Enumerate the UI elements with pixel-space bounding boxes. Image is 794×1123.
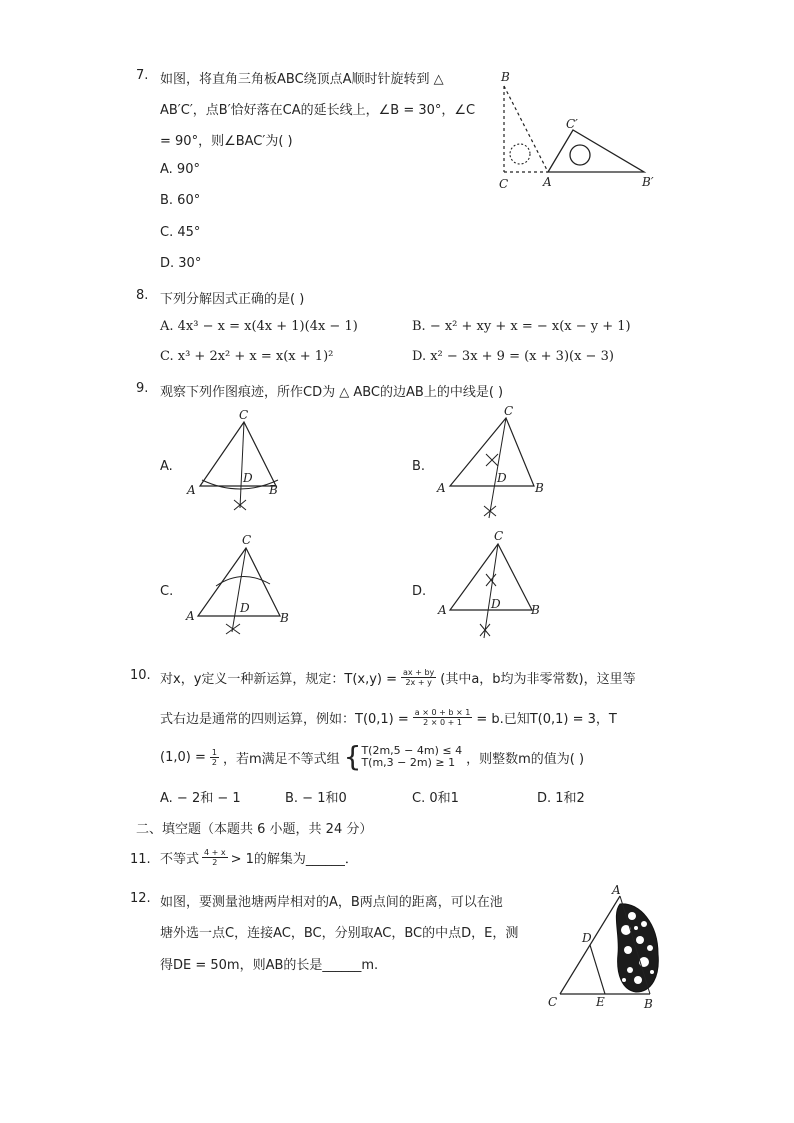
svg-text:E: E xyxy=(596,995,605,1009)
q7-label-B2: B′ xyxy=(642,175,654,189)
svg-text:A: A xyxy=(438,603,447,617)
q8-option-c[interactable]: C. x³ + 2x² + x = x(x + 1)² xyxy=(160,349,334,364)
q8-stem: 下列分解因式正确的是( ) xyxy=(160,292,305,307)
q7-option-b[interactable]: B. 60° xyxy=(160,193,201,208)
svg-text:C: C xyxy=(239,408,249,422)
q10-line3 xyxy=(160,740,585,773)
q8-option-b[interactable]: B. − x² + xy + x = − x(x − y + 1) xyxy=(412,319,631,334)
q10-fraction-3 xyxy=(210,748,219,767)
svg-text:C: C xyxy=(504,404,514,418)
q8-number: 8. xyxy=(136,288,149,303)
svg-text:B: B xyxy=(280,611,289,625)
q9-figure-b xyxy=(436,406,556,522)
q10-line1-b: (其中a，b均为非零常数)，这里等 xyxy=(440,672,636,687)
q10-line1 xyxy=(160,668,636,687)
svg-text:A: A xyxy=(612,883,621,897)
q11-number: 11. xyxy=(130,852,151,867)
q7-stem-line2: AB′C′，点B′恰好落在CA的延长线上，∠B = 30°，∠C xyxy=(160,103,476,118)
q10-line2 xyxy=(160,708,617,727)
q7-label-C2: C′ xyxy=(566,117,578,131)
q12-number: 12. xyxy=(130,891,151,906)
svg-text:A: A xyxy=(437,481,446,495)
q7-stem-line1: 如图，将直角三角板ABC绕顶点A顺时针旋转到 △ xyxy=(160,72,444,87)
svg-text:D: D xyxy=(243,471,253,485)
q7-label-C: C xyxy=(499,177,509,191)
q9-figure-a xyxy=(180,410,290,520)
svg-text:A: A xyxy=(187,483,196,497)
svg-text:D: D xyxy=(240,601,250,615)
svg-text:C: C xyxy=(494,529,504,543)
q9-option-a[interactable]: A. xyxy=(160,459,173,474)
q8-option-d[interactable]: D. x² − 3x + 9 = (x + 3)(x − 3) xyxy=(412,349,614,364)
q10-option-b[interactable]: B. − 1和0 xyxy=(285,791,347,806)
q10-line3-b: ，若m满足不等式组 xyxy=(222,751,340,767)
q12-line2: 塘外选一点C，连接AC，BC，分别取AC，BC的中点D，E，测 xyxy=(160,926,519,941)
q7-dashed-hole xyxy=(510,144,530,164)
q11-fraction xyxy=(202,848,228,867)
q10-option-d[interactable]: D. 1和2 xyxy=(537,791,585,806)
q10-line2-b: = b.已知T(0,1) = 3，T xyxy=(476,712,617,727)
q10-line1-a: 对x，y定义一种新运算，规定：T(x,y) = xyxy=(160,672,398,687)
q7-line-BA xyxy=(504,86,548,172)
q10-frac3-den: 2 xyxy=(211,757,217,767)
q7-option-c[interactable]: C. 45° xyxy=(160,225,201,240)
svg-text:C: C xyxy=(548,995,558,1009)
q10-system-2: T(m,3 − 2m) ≥ 1 xyxy=(361,756,456,769)
q10-option-a[interactable]: A. − 2和 − 1 xyxy=(160,791,241,806)
q10-inequality-system: { T(2m,5 − 4m) ≤ 4 T(m,3 − 2m) ≥ 1 xyxy=(343,740,463,773)
q10-frac2-num: a × 0 + b × 1 xyxy=(414,708,471,717)
svg-text:D: D xyxy=(582,931,592,945)
q10-system-1: T(2m,5 − 4m) ≤ 4 xyxy=(361,744,463,757)
q11-frac-den: 2 xyxy=(212,858,218,867)
q10-frac3-num: 1 xyxy=(211,747,217,757)
section2-title: 二、填空题（本题共 6 小题，共 24 分） xyxy=(136,822,373,837)
q12-figure xyxy=(540,884,670,1014)
svg-text:D: D xyxy=(497,471,507,485)
q7-number: 7. xyxy=(136,68,149,83)
q10-frac2-den: 2 × 0 + 1 xyxy=(423,718,462,727)
q7-triangle-AB2C2 xyxy=(548,130,644,172)
q10-frac1-num: ax + by xyxy=(403,668,435,677)
q11-text-a: 不等式 xyxy=(160,852,200,867)
q11-stem xyxy=(160,848,358,867)
q9-number: 9. xyxy=(136,381,149,396)
q7-solid-hole xyxy=(570,145,590,165)
q12-line3: 得DE = 50m，则AB的长是______m. xyxy=(160,958,379,973)
q11-frac-num: 4 + x xyxy=(204,848,226,857)
svg-text:A: A xyxy=(186,609,195,623)
q9-option-d[interactable]: D. xyxy=(412,584,427,599)
q12-line1: 如图，要测量池塘两岸相对的A，B两点间的距离，可以在池 xyxy=(160,895,503,910)
svg-text:B: B xyxy=(644,997,653,1011)
q7-label-B: B xyxy=(501,70,510,84)
q10-number: 10. xyxy=(130,668,151,683)
svg-text:D: D xyxy=(491,597,501,611)
svg-text:B: B xyxy=(535,481,544,495)
svg-text:B: B xyxy=(531,603,540,617)
q9-option-b[interactable]: B. xyxy=(412,459,426,474)
q10-option-c[interactable]: C. 0和1 xyxy=(412,791,459,806)
svg-text:C: C xyxy=(242,533,252,547)
q7-option-a[interactable]: A. 90° xyxy=(160,162,200,177)
q7-option-d[interactable]: D. 30° xyxy=(160,256,202,271)
q8-option-a[interactable]: A. 4x³ − x = x(4x + 1)(4x − 1) xyxy=(160,319,358,334)
q10-fraction-1 xyxy=(401,668,436,687)
q9-stem: 观察下列作图痕迹，所作CD为 △ ABC的边AB上的中线是( ) xyxy=(160,385,504,400)
q9-option-c[interactable]: C. xyxy=(160,584,174,599)
q11-text-b: > 1的解集为______． xyxy=(230,852,358,867)
q10-line2-a: 式右边是通常的四则运算，例如：T(0,1) = xyxy=(160,712,409,727)
q7-figure xyxy=(490,64,670,194)
q10-frac1-den: 2x + y xyxy=(405,678,432,687)
q9-figure-d xyxy=(436,530,556,646)
q12-line-DE xyxy=(590,945,605,994)
q7-stem-line3: = 90°，则∠BAC′为( ) xyxy=(160,134,293,149)
q10-fraction-2 xyxy=(413,708,473,727)
q9-figure-c xyxy=(180,534,300,644)
svg-text:B: B xyxy=(269,483,278,497)
q10-line3-c: ，则整数m的值为( ) xyxy=(466,751,585,767)
q10-line3-a: (1,0) = xyxy=(160,749,206,765)
q7-label-A: A xyxy=(543,175,552,189)
